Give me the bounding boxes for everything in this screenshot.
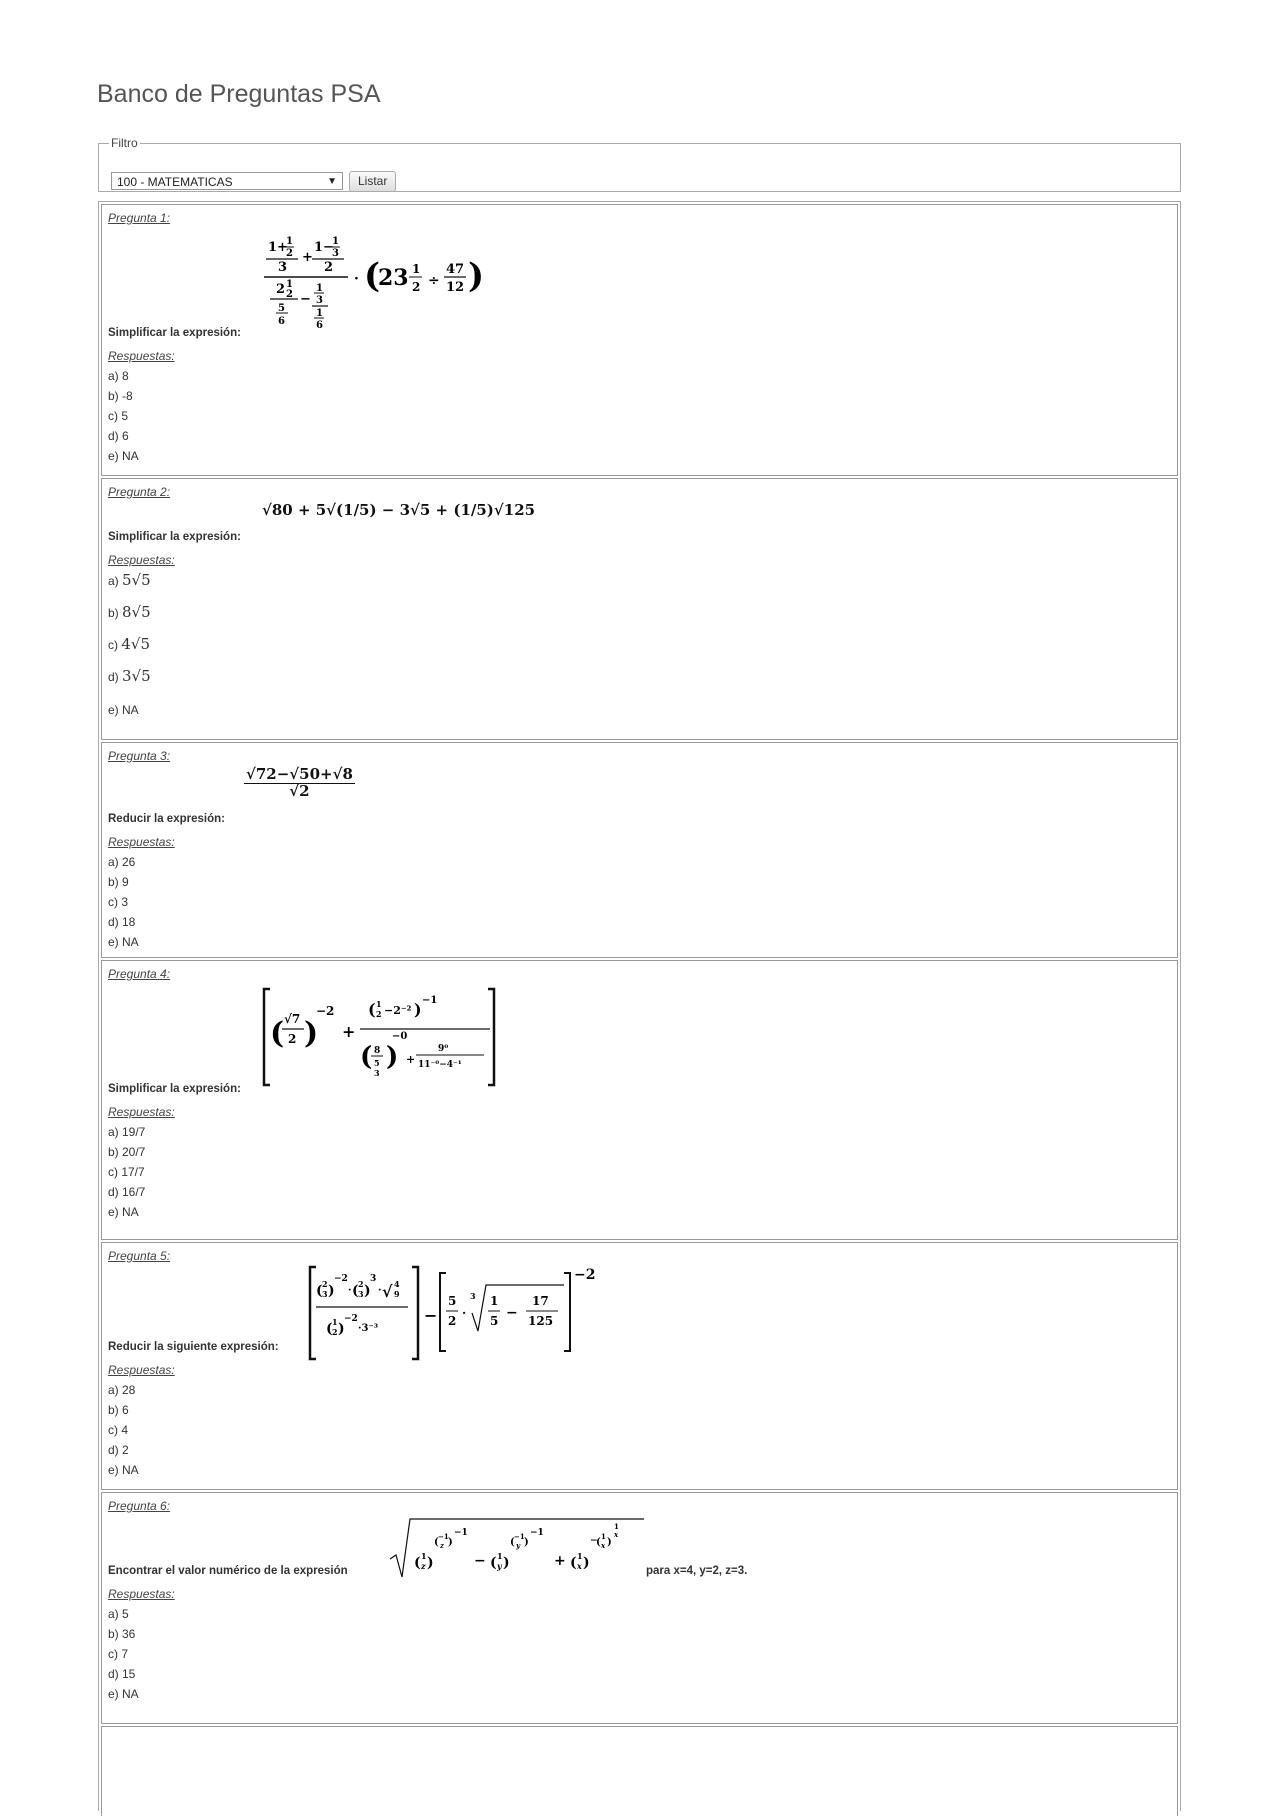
svg-text:): ): [328, 1283, 335, 1299]
svg-text:1: 1: [332, 1317, 338, 1327]
answer-option: b) 20/7: [108, 1145, 146, 1159]
answers-label: Respuestas:: [108, 349, 175, 363]
answer-letter: b): [108, 606, 119, 620]
svg-text:4: 4: [394, 1279, 400, 1289]
svg-text:1: 1: [286, 236, 293, 247]
svg-text:1: 1: [376, 999, 382, 1009]
svg-text:+: +: [302, 250, 313, 265]
svg-text:): ): [304, 1016, 319, 1051]
answer-value: 5√5: [122, 571, 151, 589]
answer-option: [108, 635, 150, 653]
answer-option: [108, 667, 151, 685]
svg-text:÷: ÷: [428, 273, 440, 289]
answer-option: a) 28: [108, 1383, 136, 1397]
svg-text:2: 2: [286, 289, 293, 300]
answers-label: Respuestas:: [108, 553, 175, 567]
svg-text:): ): [448, 1537, 453, 1548]
svg-text:5: 5: [278, 303, 285, 314]
svg-text:8: 8: [374, 1046, 381, 1056]
question-title: Pregunta 5:: [108, 1249, 171, 1263]
filter-legend: Filtro: [111, 136, 138, 150]
svg-text:−2: −2: [344, 1314, 358, 1324]
answer-option: d) 2: [108, 1443, 129, 1457]
svg-text:3: 3: [374, 1068, 380, 1078]
svg-text:(: (: [434, 1537, 439, 1548]
svg-text:2: 2: [276, 282, 286, 297]
answer-option: d) 18: [108, 915, 136, 929]
answer-option: b) 6: [108, 1403, 129, 1417]
svg-text:·: ·: [354, 271, 359, 287]
svg-text:·: ·: [462, 1306, 467, 1320]
svg-text:1−: 1−: [314, 240, 334, 255]
svg-text:−: −: [474, 1553, 486, 1569]
svg-text:√: √: [382, 1282, 393, 1301]
answer-letter: e): [108, 703, 119, 717]
svg-text:125: 125: [528, 1314, 554, 1328]
question-card: [101, 1492, 1178, 1724]
svg-text:2: 2: [448, 1314, 457, 1328]
svg-text:(: (: [596, 1537, 601, 1548]
answer-option: [108, 703, 139, 717]
answer-option: e) NA: [108, 1687, 139, 1701]
svg-text:9: 9: [394, 1289, 400, 1299]
svg-text:1: 1: [497, 1551, 503, 1561]
svg-text:−2: −2: [316, 1004, 335, 1018]
svg-text:+: +: [406, 1053, 416, 1066]
svg-text:−1: −1: [514, 1532, 525, 1541]
svg-text:z: z: [421, 1561, 426, 1571]
svg-text:y: y: [516, 1541, 521, 1550]
page-title: Banco de Preguntas PSA: [97, 80, 381, 108]
svg-text:+: +: [554, 1553, 566, 1569]
chevron-down-icon: ▼: [327, 176, 337, 187]
math-expression-1: [262, 231, 512, 331]
svg-text:(: (: [326, 1321, 333, 1337]
svg-text:−0: −0: [392, 1031, 408, 1042]
answers-label: Respuestas:: [108, 835, 175, 849]
svg-text:17: 17: [532, 1294, 549, 1308]
questions-container: [98, 201, 1181, 1811]
svg-text:+: +: [342, 1022, 356, 1041]
svg-text:): ): [414, 1000, 422, 1019]
svg-text:−2⁻²: −2⁻²: [384, 1004, 412, 1017]
svg-text:2: 2: [324, 260, 334, 275]
svg-text:): ): [607, 1537, 612, 1548]
answer-option: [108, 603, 151, 621]
svg-text:√7: √7: [284, 1012, 301, 1026]
question-card: [101, 1242, 1178, 1490]
svg-text:1: 1: [577, 1551, 583, 1561]
question-extra: para x=4, y=2, z=3.: [646, 1565, 748, 1577]
svg-text:1: 1: [614, 1522, 619, 1531]
question-card: [101, 478, 1178, 740]
svg-text:): ): [468, 256, 485, 296]
question-statement: Encontrar el valor numérico de la expresión: [108, 1565, 348, 1577]
question-math: [308, 1265, 608, 1361]
answers-label: Respuestas:: [108, 1587, 175, 1601]
svg-text:−1: −1: [530, 1528, 544, 1538]
math-expression-5: [308, 1265, 608, 1361]
svg-text:x: x: [577, 1561, 582, 1571]
svg-text:): ): [524, 1537, 529, 1548]
answer-option: a) 8: [108, 369, 129, 383]
answer-option: c) 7: [108, 1647, 129, 1661]
svg-text:3: 3: [332, 248, 339, 259]
question-card-partial: [101, 1726, 1178, 1816]
svg-text:(: (: [510, 1537, 515, 1548]
svg-text:2: 2: [376, 1009, 382, 1019]
svg-text:(: (: [570, 1555, 577, 1571]
svg-text:2: 2: [412, 280, 421, 294]
question-math: [244, 767, 355, 800]
svg-text:1: 1: [421, 1551, 427, 1561]
question-card: [101, 204, 1178, 476]
answer-letter: a): [108, 574, 119, 588]
question-statement: Reducir la siguiente expresión:: [108, 1341, 279, 1353]
svg-text:(: (: [360, 1042, 373, 1072]
svg-text:−1: −1: [438, 1532, 449, 1541]
question-statement: Simplificar la expresión:: [108, 327, 241, 339]
answer-option: [108, 571, 151, 589]
svg-text:(: (: [364, 256, 381, 296]
answer-value: 4√5: [121, 635, 150, 653]
math-fraction: [244, 767, 355, 800]
question-math: [262, 231, 512, 331]
svg-text:1: 1: [490, 1294, 499, 1308]
answers-label: Respuestas:: [108, 1363, 175, 1377]
answer-value: 8√5: [122, 603, 151, 621]
question-title: Pregunta 1:: [108, 211, 171, 225]
svg-text:1: 1: [332, 236, 339, 247]
question-math: [262, 987, 502, 1087]
svg-text:): ): [338, 1321, 345, 1337]
svg-text:x: x: [601, 1541, 606, 1550]
svg-text:23: 23: [378, 265, 409, 291]
svg-text:): ): [503, 1555, 510, 1571]
svg-text:1: 1: [316, 308, 323, 319]
svg-text:−2: −2: [334, 1274, 348, 1284]
answer-option: d) 15: [108, 1667, 136, 1681]
answer-letter: d): [108, 670, 119, 684]
answer-option: d) 6: [108, 429, 129, 443]
answer-option: b) 9: [108, 875, 129, 889]
answer-value: 3√5: [122, 667, 151, 685]
svg-text:(: (: [270, 1016, 285, 1051]
svg-text:3: 3: [358, 1289, 364, 1299]
math-numerator: √72−√50+√8: [246, 765, 353, 783]
svg-text:−2: −2: [574, 1267, 596, 1283]
svg-text:(: (: [316, 1283, 323, 1299]
answer-option: e) NA: [108, 1463, 139, 1477]
svg-text:x: x: [614, 1530, 619, 1539]
svg-text:·: ·: [378, 1285, 382, 1296]
svg-text:2: 2: [332, 1327, 338, 1337]
svg-text:(: (: [368, 1000, 376, 1019]
answer-option: e) NA: [108, 449, 139, 463]
svg-text:z: z: [440, 1541, 444, 1550]
question-title: Pregunta 3:: [108, 749, 171, 763]
question-statement: Simplificar la expresión:: [108, 531, 241, 543]
answer-option: e) NA: [108, 935, 139, 949]
svg-text:5: 5: [490, 1314, 499, 1328]
svg-text:): ): [364, 1283, 371, 1299]
svg-text:−: −: [506, 1305, 518, 1321]
svg-text:3: 3: [322, 1289, 328, 1299]
math-expression-6: [388, 1515, 648, 1579]
svg-text:6: 6: [278, 316, 285, 327]
answer-option: c) 4: [108, 1423, 129, 1437]
answer-option: b) 36: [108, 1627, 136, 1641]
svg-text:1: 1: [316, 283, 323, 294]
svg-text:·: ·: [348, 1285, 352, 1296]
svg-text:y: y: [497, 1561, 502, 1571]
svg-text:3: 3: [278, 260, 288, 275]
svg-text:3: 3: [370, 1274, 377, 1284]
svg-text:): ): [427, 1555, 434, 1571]
svg-text:−: −: [424, 1306, 438, 1325]
svg-text:−1: −1: [422, 995, 438, 1006]
svg-text:6: 6: [316, 320, 323, 331]
answer-option: e) NA: [108, 1205, 139, 1219]
svg-text:2: 2: [286, 248, 293, 259]
question-statement: Reducir la expresión:: [108, 813, 225, 825]
list-button[interactable]: Listar: [349, 171, 396, 192]
answer-value: NA: [122, 703, 139, 717]
question-math: √80 + 5√(1/5) − 3√5 + (1/5)√125: [262, 501, 536, 519]
question-card: [101, 960, 1178, 1240]
answer-option: a) 19/7: [108, 1125, 146, 1139]
svg-text:5: 5: [448, 1294, 457, 1308]
svg-text:): ): [386, 1042, 399, 1072]
svg-text:5: 5: [374, 1058, 380, 1068]
subject-select-value: 100 - MATEMATICAS: [117, 175, 233, 189]
svg-text:2: 2: [358, 1279, 364, 1289]
math-expression-4: [262, 987, 502, 1087]
svg-text:1+: 1+: [268, 240, 288, 255]
question-title: Pregunta 6:: [108, 1499, 171, 1513]
answer-option: c) 3: [108, 895, 129, 909]
svg-text:·3⁻³: ·3⁻³: [358, 1323, 379, 1334]
question-statement: Simplificar la expresión:: [108, 1083, 241, 1095]
answer-option: d) 16/7: [108, 1185, 146, 1199]
filter-fieldset: [98, 136, 1181, 192]
svg-text:11⁻⁰−4⁻¹: 11⁻⁰−4⁻¹: [418, 1060, 462, 1070]
answers-label: Respuestas:: [108, 1105, 175, 1119]
svg-text:−: −: [590, 1536, 598, 1546]
question-title: Pregunta 2:: [108, 485, 171, 499]
svg-text:47: 47: [446, 262, 465, 277]
answer-option: a) 5: [108, 1607, 129, 1621]
svg-text:3: 3: [470, 1291, 476, 1301]
svg-text:(: (: [352, 1283, 359, 1299]
svg-text:3: 3: [316, 295, 323, 306]
question-title: Pregunta 4:: [108, 967, 171, 981]
svg-text:1: 1: [286, 279, 293, 290]
svg-text:9⁰: 9⁰: [438, 1044, 449, 1054]
answer-option: a) 26: [108, 855, 136, 869]
svg-text:): ): [583, 1555, 590, 1571]
question-card: [101, 742, 1178, 958]
subject-select[interactable]: [111, 172, 343, 190]
svg-text:2: 2: [288, 1032, 297, 1046]
answer-option: c) 17/7: [108, 1165, 145, 1179]
svg-text:1: 1: [601, 1532, 606, 1541]
question-math: [388, 1515, 648, 1579]
math-denominator: √2: [289, 781, 310, 800]
answer-letter: c): [108, 638, 118, 652]
svg-text:−: −: [300, 292, 311, 307]
answer-option: b) -8: [108, 389, 133, 403]
svg-text:(: (: [414, 1555, 421, 1571]
answer-option: c) 5: [108, 409, 129, 423]
svg-text:2: 2: [322, 1279, 328, 1289]
svg-text:12: 12: [446, 280, 465, 295]
svg-text:−1: −1: [454, 1528, 468, 1538]
svg-text:1: 1: [412, 262, 421, 276]
svg-text:(: (: [490, 1555, 497, 1571]
